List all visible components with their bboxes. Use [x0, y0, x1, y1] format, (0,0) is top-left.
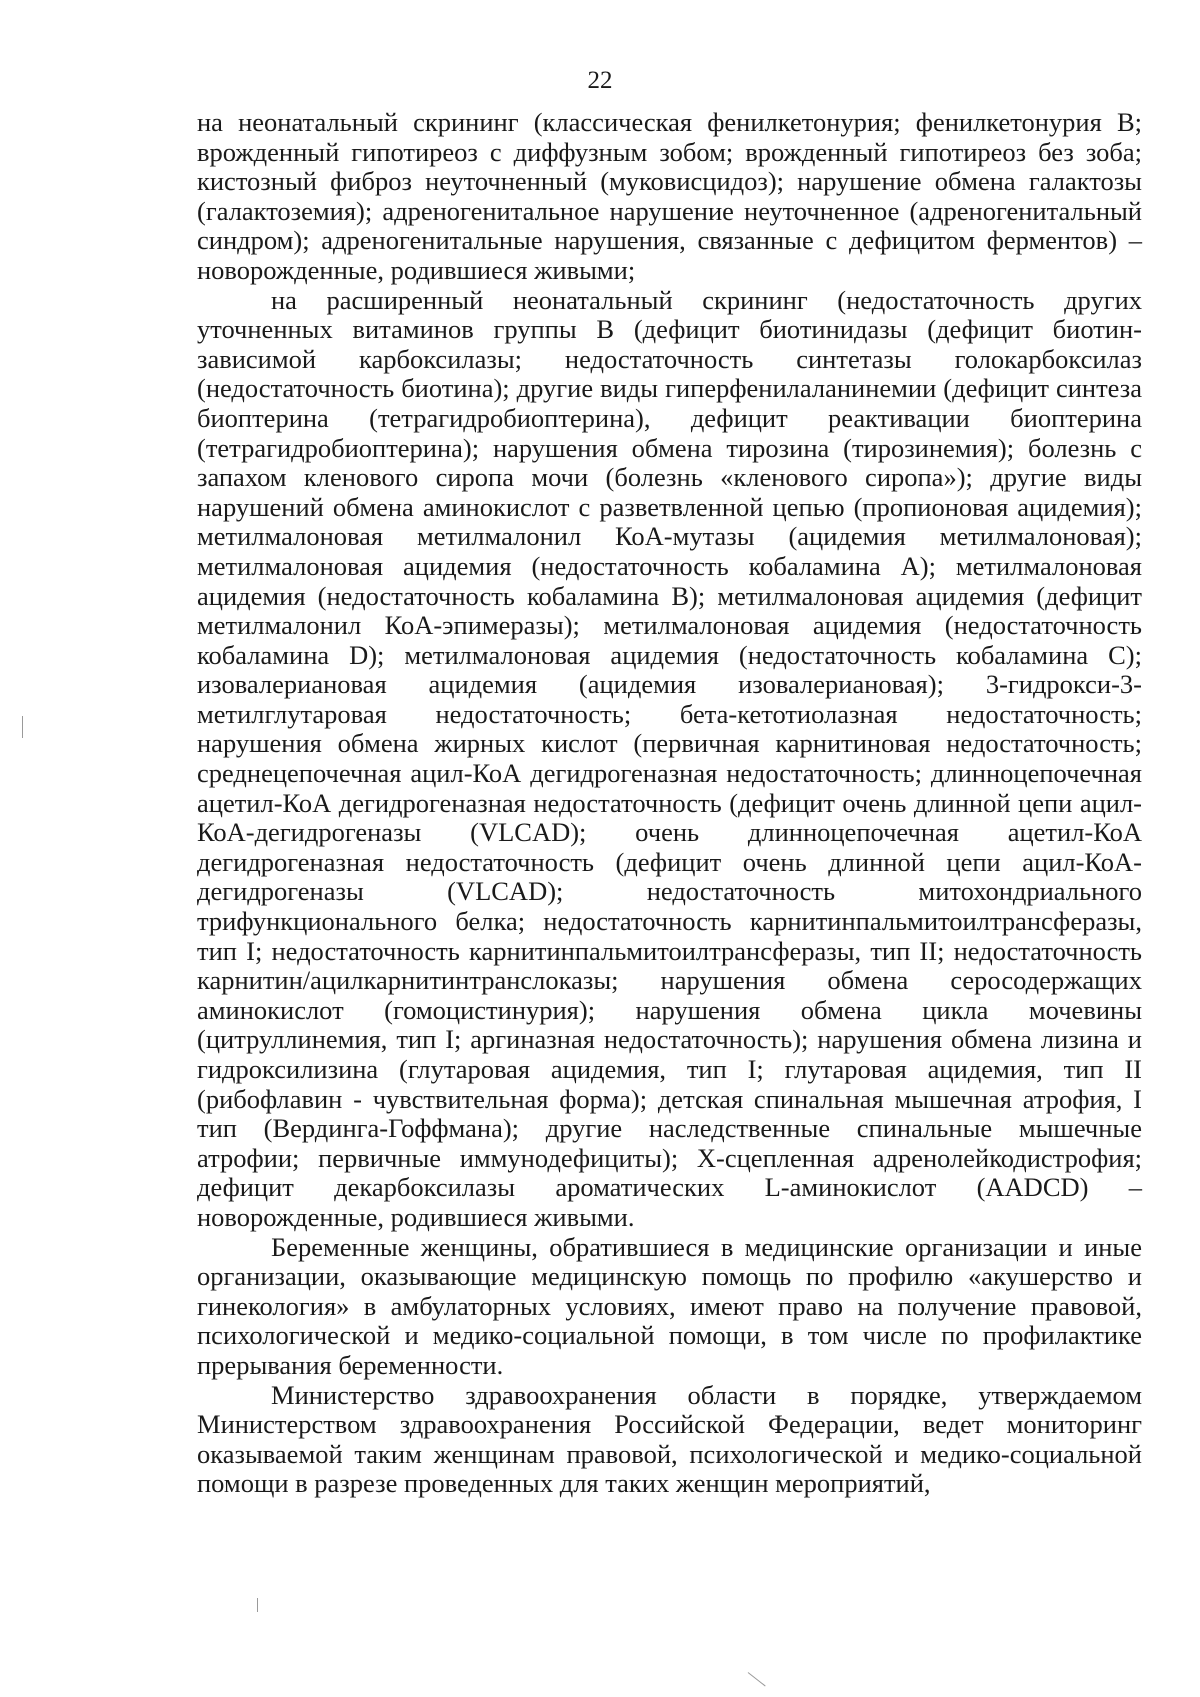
paragraph-ministry-monitoring: Министерство здравоохранения области в порядке, утверждаемом Министерством здравоохранения Российской Федерации, ведет мониторинг оказываемой таким женщинам правовой, психологической и медико-социальной помощи в разрезе проведенных для таких женщин мероприятий,: [197, 1379, 1142, 1499]
scan-artifact-mark: [257, 1598, 258, 1612]
scan-artifact-mark: [748, 1672, 766, 1686]
paragraph-extended-screening: на расширенный неонатальный скрининг (недостаточность других уточненных витаминов группы В (дефицит биотинидазы (дефицит биотин-зависимой карбоксилазы; недостаточность синтетазы голокарбоксилаз (недостаточность биотина); другие виды гиперфенилаланинемии (дефицит синтеза биоптерина (тетрагидробиоптерина), дефицит реактивации биоптерина (тетрагидробиоптерина); нарушения обмена тирозина (тирозинемия); болезнь с запахом кленового сиропа мочи (болезнь «кленового сиропа»); другие виды нарушений обмена аминокислот с разветвленной цепью (пропионовая ацидемия); метилмалоновая метилмалонил КоА-мутазы (ацидемия метилмалоновая); метилмалоновая ацидемия (недостаточность кобаламина А); метилмалоновая ацидемия (недостаточность кобаламина В); метилмалоновая ацидемия (дефицит метилмалонил КоА-эпимеразы); метилмалоновая ацидемия (недостаточность кобаламина D); метилмалоновая ацидемия (недостаточность кобаламина С); изовалериановая ацидемия (ацидемия изовалериановая); 3-гидрокси-3-метилглутаровая недостаточность; бета-кетотиолазная недостаточность; нарушения обмена жирных кислот (первичная карнитиновая недостаточность; среднецепочечная ацил-КоА дегидрогеназная недостаточность; длинноцепочечная ацетил-КоА дегидрогеназная недостаточность (дефицит очень длинной цепи ацил-КоА-дегидрогеназы (VLCAD); очень длинноцепочечная ацетил-КоА дегидрогеназная недостаточность (дефицит очень длинной цепи ацил-КоА-дегидрогеназы (VLCAD); недостаточность митохондриального трифункционального белка; недостаточность карнитинпальмитоилтрансферазы, тип I; недостаточность карнитинпальмитоилтрансферазы, тип II; недостаточность карнитин/ацилкарнитинтранслоказы; нарушения обмена серосодержащих аминокислот (гомоцистинурия); нарушения обмена цикла мочевины (цитруллинемия, тип I; аргиназная недостаточность); нарушения обмена лизина и гидроксилизина (глутаровая ацидемия, тип I; глутаровая ацидемия, тип II (рибофлавин - чувствительная форма); детская спинальная мышечная атрофия, I тип (Вердинга-Гоффмана); другие наследственные спинальные мышечные атрофии; первичные иммунодефициты); Х-сцепленная адренолейкодистрофия; дефицит декарбоксилазы ароматических L-аминокислот (AADCD) – новорожденные, родившиеся живыми.: [197, 284, 1142, 1232]
paragraph-neonatal-screening: на неонатальный скрининг (классическая фенилкетонурия; фенилкетонурия В; врожденный гипотиреоз с диффузным зобом; врожденный гипотиреоз без зоба; кистозный фиброз неуточненный (муковисцидоз); нарушение обмена галактозы (галактоземия); адреногенитальное нарушение неуточненное (адреногенитальный синдром); адреногенитальные нарушения, связанные с дефицитом ферментов) – новорожденные, родившиеся живыми;: [197, 107, 1142, 285]
paragraph-pregnant-women: Беременные женщины, обратившиеся в медицинские организации и иные организации, оказывающие медицинскую помощь по профилю «акушерство и гинекология» в амбулаторных условиях, имеют право на получение правовой, психологической и медико-социальной помощи, в том числе по профилактике прерывания беременности.: [197, 1231, 1142, 1380]
document-body: [197, 108, 1142, 1499]
scan-artifact-mark: [22, 716, 23, 738]
page-number: 22: [587, 67, 613, 94]
